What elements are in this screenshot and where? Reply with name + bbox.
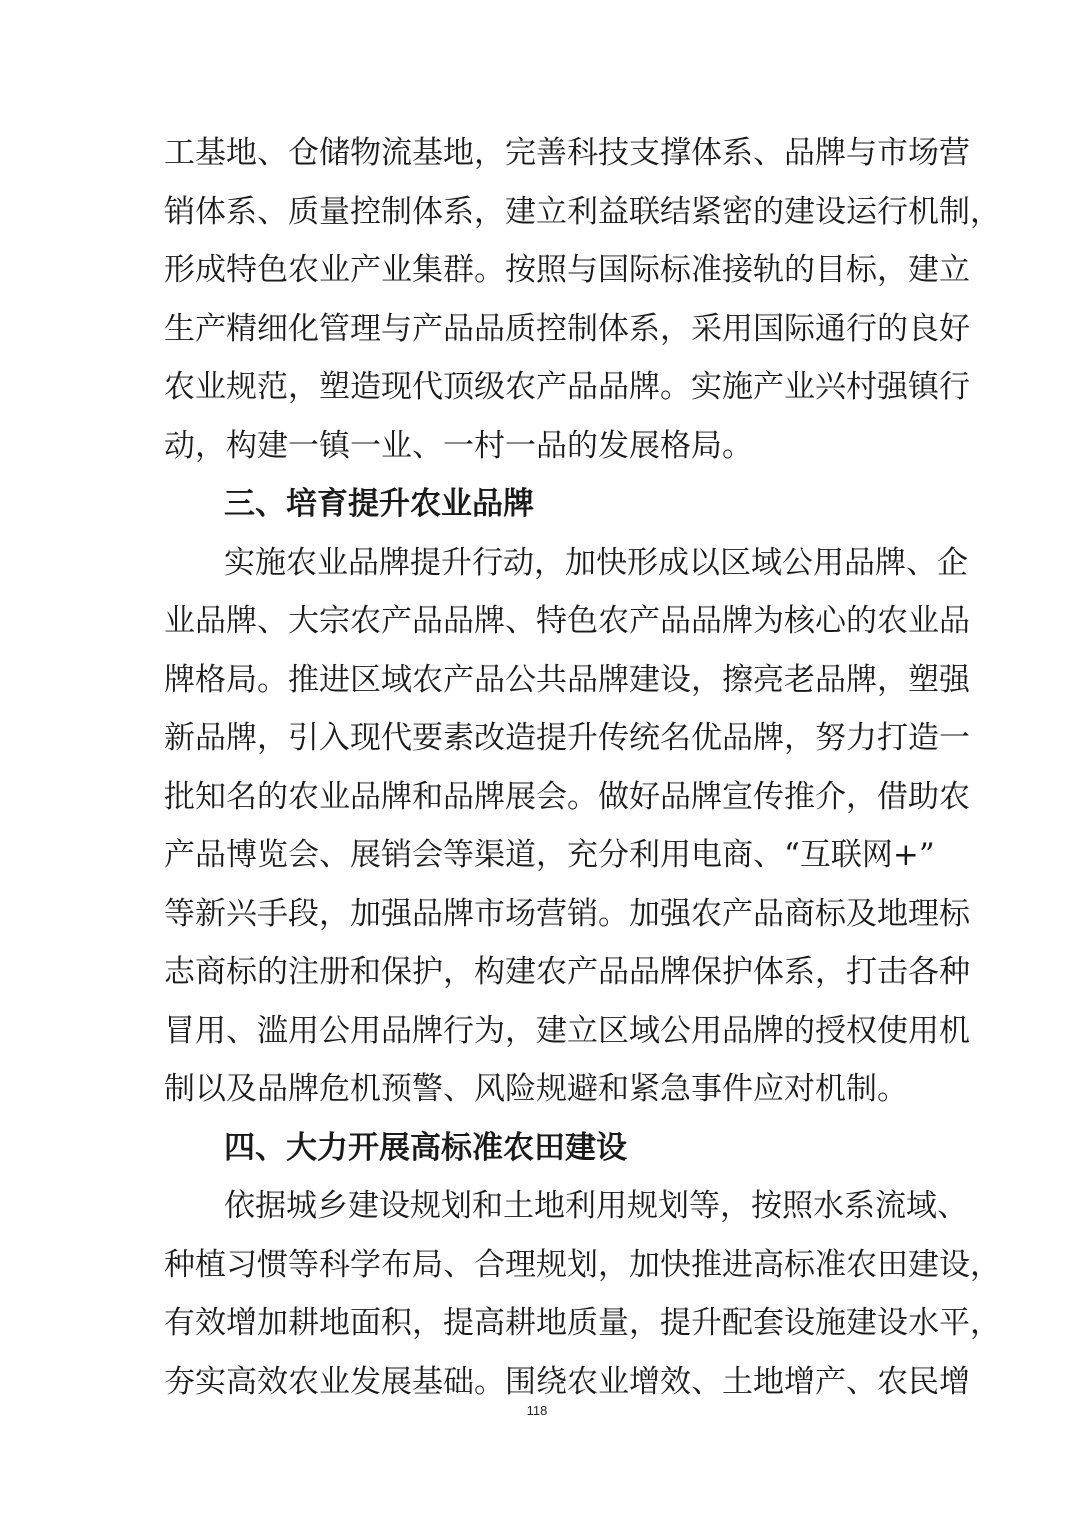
paragraph-line: 农业规范，塑造现代顶级农产品品牌。实施产业兴村强镇行	[164, 369, 970, 405]
section-heading: 四、大力开展高标准农田建设	[224, 1129, 627, 1166]
paragraph-line: 实施农业品牌提升行动，加快形成以区域公用品牌、企	[224, 544, 968, 581]
paragraph-line: 依据城乡建设规划和土地利用规划等，按照水系流域、	[224, 1188, 968, 1224]
paragraph-line: 业品牌、大宗农产品品牌、特色农产品品牌为核心的农业品	[164, 603, 970, 639]
paragraph-line: 工基地、仓储物流基地，完善科技支撑体系、品牌与市场营	[164, 135, 970, 171]
paragraph-line: 产品博览会、展销会等渠道，充分利用电商、“互联网+”	[164, 837, 935, 873]
paragraph-line: 新品牌，引入现代要素改造提升传统名优品牌，努力打造一	[164, 720, 970, 756]
paragraph-line: 志商标的注册和保护，构建农产品品牌保护体系，打击各种	[164, 954, 970, 990]
paragraph-line: 有效增加耕地面积，提高耕地质量，提升配套设施建设水平，	[164, 1305, 1001, 1341]
paragraph-line: 形成特色农业产业集群。按照与国际标准接轨的目标，建立	[164, 252, 970, 288]
paragraph-line: 夯实高效农业发展基础。围绕农业增效、土地增产、农民增	[164, 1363, 970, 1400]
paragraph-line: 动，构建一镇一业、一村一品的发展格局。	[164, 427, 753, 464]
paragraph-line: 销体系、质量控制体系，建立利益联结紧密的建设运行机制，	[164, 193, 1001, 230]
page-number: 118	[526, 1403, 548, 1418]
paragraph-line: 冒用、滥用公用品牌行为，建立区域公用品牌的授权使用机	[164, 1012, 970, 1049]
paragraph-line: 牌格局。推进区域农产品公共品牌建设，擦亮老品牌，塑强	[164, 661, 970, 698]
paragraph-line: 等新兴手段，加强品牌市场营销。加强农产品商标及地理标	[164, 895, 970, 932]
paragraph-line: 种植习惯等科学布局、合理规划，加快推进高标准农田建设，	[164, 1246, 1001, 1283]
document-body	[164, 124, 1001, 1411]
paragraph-line: 制以及品牌危机预警、风险规避和紧急事件应对机制。	[164, 1071, 908, 1107]
paragraph-line: 批知名的农业品牌和品牌展会。做好品牌宣传推介，借助农	[164, 778, 970, 815]
paragraph-line: 生产精细化管理与产品品质控制体系，采用国际通行的良好	[164, 310, 970, 347]
section-heading: 三、培育提升农业品牌	[224, 486, 534, 522]
